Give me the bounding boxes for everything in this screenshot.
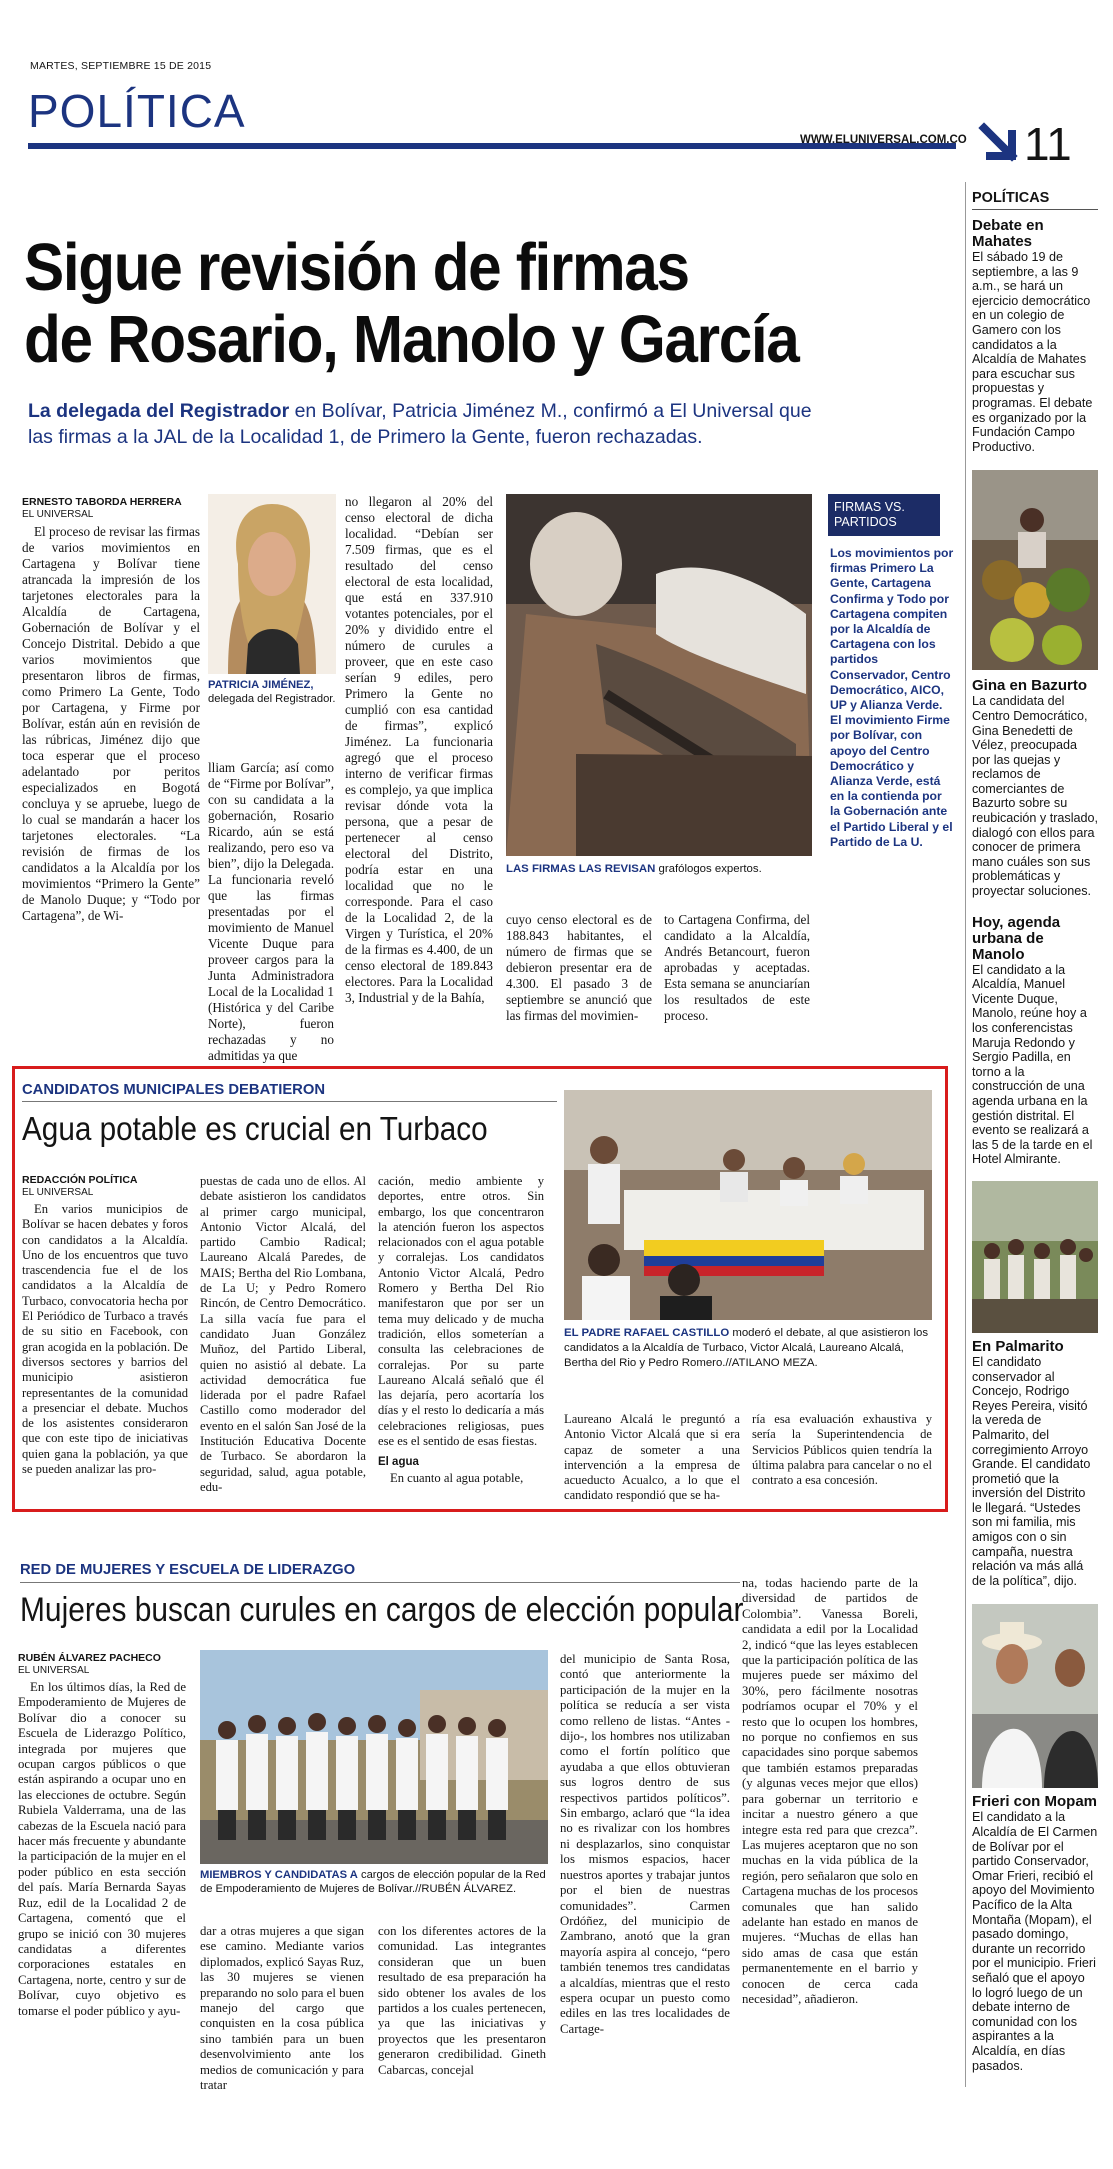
- rail-text: El sábado 19 de septiembre, a las 9 a.m., se hará un ejercicio democrático en un colegio de Gamero con los candidatos a la Alcaldía de Mahates para escuchar sus propuestas y programas. El debate es organizado por la Fundación Campo Productivo.: [972, 250, 1093, 454]
- turbaco-col-1: [22, 1174, 188, 1492]
- mujeres-col-5-text: na, todas haciendo parte de la diversidad de partidos de Colombia”. Vanessa Boreli, candidata a edil por la Localidad 2, indicó “que las leyes establecen que la participación política de las mujeres puede ser máximo del 30%, pero fácilmente nosotras podríamos ocupar el 70% y el resto que lo ocupen los hombres, no porque no confiemos en sus capacidades sino porque sabemos que también estamos preparadas (y algunas veces mejor que ellos) para gobernar un territorio e incitar a nuestro género a que integre esta red para que crezca”. Las mujeres aceptaron que no son muchas en la vida pública de la región, pero señalaron que solo en Cartagena muchas de los procesos comunales que han salido adelante han estado en manos de mujeres. “Muchas de ellas han sido amas de casa que están permanentemente en el barrio y conocen de cerca cada necesidad”, añadieron.: [742, 1576, 918, 2006]
- turbaco-kicker: CANDIDATOS MUNICIPALES DEBATIERON: [22, 1082, 326, 1098]
- rail-item-mahates: [972, 218, 1098, 454]
- signatures-photo-caption: [506, 862, 812, 876]
- mujeres-col-1: [18, 1652, 186, 2092]
- turbaco-byline: REDACCIÓN POLÍTICA: [22, 1174, 138, 1186]
- turbaco-col-3-text: cación, medio ambiente y deportes, entre otros. Sin embargo, los que concentraron la atención fueron los aspectos relacionados con el agua potable y corralejas. Los candidatos Antonio Victor Alcalá, Pedro Romero y Bertha Del Rio manifestaron que por ser un tema muy delicado y de mucha tradición, ellos someterían a consulta las celebraciones de corralejas. Por su parte Laureano Alcalá señaló que él las dejaría, pero acortaría los días y el resto lo dedicaría a más celebraciones religiosas, pues ese es el sentido de esas fiestas.: [378, 1174, 544, 1449]
- main-headline: [24, 232, 798, 376]
- main-col-3-text: no llegaron al 20% del censo electoral de dicha localidad. “Debían ser 7.509 firmas, que es el resultado del censo electoral de esta localidad, que está en 337.910 votantes potenciales, por el 20% y dividido entre el número de curules a proveer, que en este caso serían 9 ediles, pero Primero la Gente no cumplió con esa cantidad de firmas”, explicó Jiménez. La funcionaria agregó que el proceso interno de verificar firmas es complejo, ya que implica revisar dónde vota la persona, que a pesar de pertenecer al censo electoral del Distrito, podría estar en una localidad que no le corresponde. Para el caso de la Localidad 2, de la Virgen y Turística, el 20% de la firmas es 4.400, de un censo electoral de 189.843 electores. Para la Localidad 3, Industrial y de la Bahía,: [345, 494, 493, 1005]
- mujeres-group-photo: [200, 1650, 548, 1864]
- main-byline: ERNESTO TABORDA HERRERA: [22, 496, 182, 508]
- rail-section: POLÍTICAS: [972, 190, 1098, 210]
- caption-rest: moderó el debate, al que asistieron los candidatos a la Alcaldía de Turbaco, Victor Alcalá, Laureano Alcalá, Bertha del Rio y Pedro Romero.//ATILANO MEZA.: [564, 1327, 929, 1369]
- main-col-2-text: lliam García; así como de “Firme por Bolívar”, con su candidata a la gobernación, Rosario Ricardo, aún se está realizando, pero eso va bien”, dijo la Delegada. La funcionaria reveló que las firmas presentadas por el movimiento de Manuel Vicente Duque para proveer cargos para la Junta Administradora Local de la Localidad 1 (Histórica y del Caribe Norte), fueron rechazadas y no admitidas ya que: [208, 760, 334, 1063]
- patricia-photo-caption: [208, 678, 336, 706]
- mujeres-col-1-text: En los últimos días, la Red de Empoderamiento de Mujeres de Bolívar dio a conocer su Escuela de Liderazgo Político, integrada por mujeres que ocupan cargos públicos o que están aspirando a ocupar uno en las elecciones de octubre. Según Rubiela Valderrama, una de las cabezas de la Escuela nació para hacer más frecuente y abundante la participación de la mujer en el poder público en esta sección del país. María Bernarda Sayas Ruz, edil de la Localidad 2 de Cartagena, comentó que el grupo se inició con 30 mujeres candidatas a diferentes corporaciones estatales en Cartagena, norte, centro y sur de Bolívar, cuyo objetivo es tomarse el poder público y ayu-: [18, 1680, 186, 2018]
- turbaco-kicker-rule: [22, 1101, 557, 1102]
- mujeres-col-3: [378, 1924, 546, 2092]
- caption-lead: EL PADRE RAFAEL CASTILLO: [564, 1327, 730, 1339]
- section-title: POLÍTICA: [28, 85, 246, 137]
- issue-date: MARTES, SEPTIEMBRE 15 DE 2015: [30, 60, 212, 72]
- mujeres-byline-org: EL UNIVERSAL: [18, 1665, 90, 1676]
- turbaco-col-3-end: En cuanto al agua potable,: [390, 1470, 524, 1485]
- main-col-4-text: cuyo censo electoral es de 188.843 habitantes, el número de firmas que se debieron presentar era de 4.300. El pasado 3 de septiembre se anunció que las firmas del movimien-: [506, 912, 652, 1023]
- mujeres-col-2: [200, 1924, 364, 2092]
- mujeres-headline: Mujeres buscan curules en cargos de elección popular: [20, 1591, 744, 1629]
- page-arrow-icon: [978, 122, 1022, 166]
- caption-name: PATRICIA JIMÉNEZ,: [208, 679, 314, 691]
- turbaco-col-3: [378, 1174, 544, 1496]
- caption-rest: delegada del Registrador.: [208, 693, 336, 705]
- caption-lead: LAS FIRMAS LAS REVISAN: [506, 863, 656, 875]
- bazurto-market-photo: [972, 470, 1098, 670]
- mujeres-photo-caption: [200, 1868, 548, 1897]
- rail-text: El candidato conservador al Concejo, Rodrigo Reyes Pereira, visitó la vereda de Palmarito, del corregimiento Arroyo Grande. El candidato prometió que la inversión del Distrito le llegará. “Ustedes son mi familia, mis amigos con o sin campaña, nuestra relación va más allá de la política”, dijo.: [972, 1354, 1091, 1588]
- mujeres-col-4: [560, 1652, 730, 2092]
- turbaco-debate-photo: [564, 1090, 932, 1320]
- rail-text: El candidato a la Alcaldía de El Carmen de Bolívar por el partido Conservador, Omar Frieri, recibió el apoyo del Movimiento Pacífico de la Alta Montaña (Mopam), el pasado domingo, durante un recorrido por el municipio. Frieri señaló que el apoyo lo logró luego de un debate interno de comunidad con los aspirantes a la Alcaldía, en días pasados.: [972, 1810, 1098, 2073]
- mujeres-col-4-text: del municipio de Santa Rosa, contó que anteriormente la participación de la mujer en la política se reducía a ser vista como relleno de listas. “Antes -dijo-, los hombres nos utilizaban como el fortín político que ayudaba a que ellos obtuvieran sus logros dentro de sus respectivos partidos políticos”. Sin embargo, aclaró que “la idea no es rivalizar con los hombres ni desplazarlos, sino conquistar los mismos espacios, hacer nuestros aportes y trabajar juntos por el bien de nuestras comunidades”. Carmen Ordóñez, del municipio de Zambrano, anotó que la gran mayoría aspira al concejo, “pero también tenemos tres candidatas a alcaldías, mientras que el resto espera ocupar un puesto como ediles en las tres localidades de Cartage-: [560, 1652, 730, 2036]
- frieri-photo: [972, 1604, 1098, 1788]
- main-col-4: [506, 912, 652, 1028]
- main-col-1: [22, 496, 200, 1026]
- headline-line-1: Sigue revisión de firmas: [24, 230, 689, 305]
- main-col-5-text: to Cartagena Confirma, del candidato a la Alcaldía, Andrés Betancourt, fueron aprobadas y aceptadas. Esta semana se anunciarían los resultados de este proceso.: [664, 912, 810, 1023]
- headline-line-2: de Rosario, Manolo y García: [24, 302, 799, 377]
- turbaco-subhead: El agua: [378, 1456, 419, 1469]
- website: WWW.ELUNIVERSAL.COM.CO: [800, 134, 967, 146]
- main-byline-org: EL UNIVERSAL: [22, 509, 94, 520]
- turbaco-col-2-text: puestas de cada uno de ellos. Al debate asistieron los candidatos al primer cargo municipal, Antonio Victor Alcalá, del partido Cambio Radical; Laureano Alcalá Paredes, de MAIS; Bertha del Rio Lombana, de La U; y Pedro Romero Rincón, de Centro Democrático. La silla vacía fue para el candidato Juan González Muñoz, del Partido Liberal, quien no asistió al debate. La actividad democrática fue liderada por el padre Rafael Castillo como moderador del evento en el salón San José de la Institución Educativa Docente de Turbaco. Se abordaron la seguridad, salud, agua potable, edu-: [200, 1174, 366, 1494]
- main-col-2: [208, 760, 334, 1063]
- signatures-review-photo: [506, 494, 812, 856]
- turbaco-col-2: [200, 1174, 366, 1494]
- main-col-5: [664, 912, 810, 1028]
- caption-lead: MIEMBROS Y CANDIDATAS A: [200, 1869, 358, 1881]
- turbaco-headline: Agua potable es crucial en Turbaco: [22, 1110, 488, 1147]
- page-number: 11: [1024, 118, 1072, 170]
- turbaco-photo-caption: [564, 1326, 932, 1371]
- right-rail: [972, 190, 1098, 2073]
- turbaco-col-4: [564, 1412, 740, 1503]
- main-deck: [28, 398, 812, 450]
- rail-item-palmarito: [972, 1339, 1098, 1589]
- rail-title: En Palmarito: [972, 1337, 1064, 1355]
- caption-rest: cargos de elección popular de la Red de Empoderamiento de Mujeres de Bolívar.//RUBÉN ÁLVAREZ.: [200, 1869, 546, 1896]
- rail-title: Gina en Bazurto: [972, 677, 1088, 695]
- deck-lead: La delegada del Registrador: [28, 400, 290, 422]
- mujeres-col-5: [742, 1576, 918, 2092]
- rail-item-bazurto: [972, 678, 1098, 898]
- rail-text: El candidato a la Alcaldía, Manuel Vicente Duque, Manolo, reúne hoy a los conferencistas Maruja Redondo y Sergio Padilla, en torno a la construcción de una agenda urbana en la gestión distrital. El evento se realizará a las 5 de la tarde en el Hotel Almirante.: [972, 962, 1093, 1167]
- main-col-1-text: El proceso de revisar las firmas de varios movimientos en Cartagena y Bolívar tiene atrancada la impresión de los tarjetones electorales para la Alcaldía de Cartagena, Gobernación de Bolívar y el Concejo Distrital. Debido a que varios movimientos que presentaron libros de firmas, como Primero La Gente, Todo por Cartagena, y Firme por Bolívar, están aún en revisión de las rúbricas, Jiménez dijo que toca esperar que el proceso adelantado por peritos especializados en Bogotá concluya y se apruebe, luego de lo cual se mandarán a hacer los tarjetones electorales. “La revisión de firmas de los candidatos a la Alcaldía por los movimientos “Primero la Gente” de Manolo Duque; y “Todo por Cartagena”, de Wi-: [22, 524, 200, 923]
- rail-divider: [965, 182, 966, 2087]
- main-col-3: [345, 494, 493, 1030]
- sidebar-text: Los movimientos por firmas Primero La Gente, Cartagena Confirma y Todo por Cartagena compiten por la Alcaldía de Cartagena con los partidos Conservador, Centro Democrático, AICO, UP y Alianza Verde. El movimiento Firme por Bolívar, con apoyo del Centro Democrático y Alianza Verde, está en la contienda por la Gobernación ante el Partido Liberal y el Partido de La U.: [830, 546, 954, 849]
- turbaco-col-1-text: En varios municipios de Bolívar se hacen debates y foros con candidatos a la Alcaldía. Uno de los encuentros que tuvo trascendencia fue el de los candidatos a la Alcaldía de Turbaco, convocatoria hecha por El Periódico de Turbaco a través de su sitio en Facebook, con gran acogida en la población. De diversos sectores y barrios del municipio asistieron representantes de la comunidad a presenciar el debate. Muchos de los asistentes consideraron que con este tipo de iniciativas quien gana la población, ya que se pueden analizar las pro-: [22, 1202, 188, 1477]
- sidebar-title-line-2: PARTIDOS: [834, 515, 897, 529]
- turbaco-byline-org: EL UNIVERSAL: [22, 1187, 94, 1198]
- mujeres-byline: RUBÉN ÁLVAREZ PACHECO: [18, 1652, 161, 1664]
- rail-item-manolo: [972, 915, 1098, 1167]
- mujeres-col-2-text: dar a otras mujeres a que sigan ese camino. Mediante varios diplomados, explicó Sayas Ruz, las 30 mujeres se vienen preparando no solo para el buen manejo del cargo que conquisten en la cosa pública sino también para un buen desenvolvimiento ante los medios de comunicación y para tratar: [200, 1924, 364, 2093]
- deck-line-2: las firmas a la JAL de la Localidad 1, de Primero la Gente, fueron rechazadas.: [28, 426, 703, 448]
- caption-rest: grafólogos expertos.: [655, 863, 762, 875]
- mujeres-kicker-rule: [20, 1582, 740, 1583]
- rail-item-frieri: [972, 1794, 1098, 2073]
- turbaco-col-5-text: ría esa evaluación exhaustiva y sería la Superintendencia de Servicios Públicos quien tendría la última palabra para cancelar o no el contrato a esa concesión.: [752, 1412, 932, 1488]
- turbaco-col-5: [752, 1412, 932, 1498]
- rail-title: Debate en Mahates: [972, 217, 1044, 250]
- mujeres-kicker: RED DE MUJERES Y ESCUELA DE LIDERAZGO: [20, 1562, 356, 1578]
- deck-line-1: en Bolívar, Patricia Jiménez M., confirmó a El Universal que: [289, 400, 812, 422]
- palmarito-photo: [972, 1181, 1098, 1333]
- rail-text: La candidata del Centro Democrático, Gina Benedetti de Vélez, preocupada por las quejas y reclamos de comerciantes de Bazurto sobre su reubicación y traslado, dialogó con ellos para conocer de primera mano cuáles son sus problemáticas y proyectar soluciones.: [972, 694, 1099, 899]
- rail-title: Hoy, agenda urbana de Manolo: [972, 913, 1061, 963]
- mujeres-col-3-text: con los diferentes actores de la comunidad. Las integrantes consideran que un buen resultado de esa preparación ha sido obtener los avales de los partidos a los cuales pertenecen, ya que las iniciativas y proyectos que les presentaron generaron credibilidad. Gineth Cabarcas, concejal: [378, 1924, 546, 2077]
- patricia-jimenez-photo: [208, 494, 336, 674]
- firmas-vs-partidos-box: [822, 494, 954, 890]
- sidebar-title: [828, 494, 940, 536]
- turbaco-col-4-text: Laureano Alcalá le preguntó a Antonio Victor Alcalá que si era capaz de someter a una intervención a la empresa de acueducto Acualco, a lo que el candidato respondió que se ha-: [564, 1412, 740, 1503]
- rail-title: Frieri con Mopam: [972, 1793, 1098, 1811]
- sidebar-title-line-1: FIRMAS VS.: [834, 500, 905, 514]
